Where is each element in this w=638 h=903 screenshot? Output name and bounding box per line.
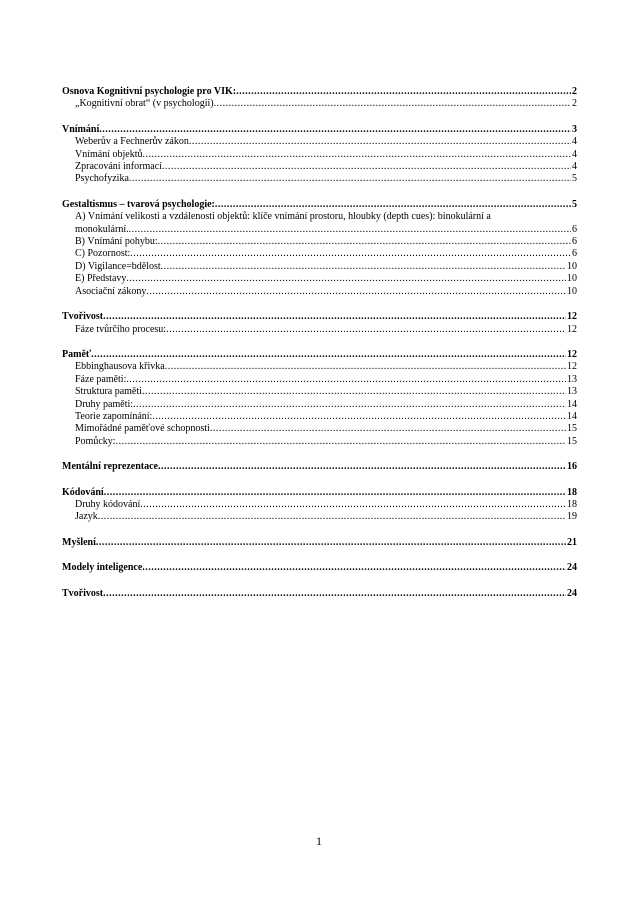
toc-entry-tvorivost[interactable]: [62, 311, 577, 323]
toc-entry-pamet-page: 12: [567, 348, 577, 360]
dot-leader: [140, 499, 566, 511]
dot-leader: [103, 311, 566, 323]
toc-entry-gestaltismus-tvarova-psychologie-page: 5: [572, 198, 577, 210]
toc-subentry-weberuv-a-fechneruv-zakon-title: Weberův a Fechnerův zákon: [75, 136, 189, 148]
toc-entry-modely-inteligence-title: Modely inteligence: [62, 562, 143, 574]
toc-entry-tvorivost-title: Tvořivost: [62, 587, 104, 599]
dot-leader: [158, 236, 571, 248]
toc-subentry-kognitivni-obrat-v-psychologii-title: „Kognitivní obrat“ (v psychologii): [75, 98, 214, 110]
toc-subentry-druhy-kodovani-page: 18: [567, 498, 577, 510]
toc-entry-tvorivost-page: 24: [567, 587, 577, 599]
toc-subentry-d-vigilance-bdelost-title: D) Vigilance=bdělost: [75, 260, 161, 272]
dot-leader: [133, 399, 566, 411]
dot-leader: [210, 423, 566, 435]
dot-leader: [146, 286, 566, 298]
toc-entry-mentalni-reprezentace-title: Mentální reprezentace: [62, 461, 158, 473]
toc-subentry-teorie-zapominani-title: Teorie zapomínání:: [75, 410, 153, 422]
toc-entry-osnova-kognitivni-psychologie-pro-vik[interactable]: [62, 86, 577, 98]
dot-leader: [116, 436, 566, 448]
toc-subentry-asociacni-zakony-page: 10: [567, 285, 577, 297]
page-number: 1: [316, 834, 322, 848]
toc-subentry-faze-pameti-title: Fáze paměti:: [75, 373, 127, 385]
toc-entry-tvorivost-title: Tvořivost: [62, 311, 104, 323]
dot-leader: [236, 86, 571, 98]
toc-subentry-struktura-pameti[interactable]: [62, 386, 577, 398]
dot-leader: [165, 361, 566, 373]
toc-subentry-druhy-pameti-page: 14: [567, 398, 577, 410]
toc-subentry-b-vnimani-pohybu[interactable]: [62, 236, 577, 248]
toc-entry-osnova-kognitivni-psychologie-pro-vik-page: 2: [572, 86, 577, 97]
toc-entry-kodovani-title: Kódování: [62, 486, 104, 498]
dot-leader: [162, 161, 571, 173]
toc-entry-modely-inteligence[interactable]: [62, 562, 577, 574]
toc-entry-vnimani-title: Vnímání: [62, 123, 100, 135]
dot-leader: [215, 199, 571, 211]
toc-entry-mentalni-reprezentace[interactable]: [62, 461, 577, 473]
dot-leader: [129, 173, 571, 185]
toc-subentry-mimoradne-pametove-schopnosti-title: Mimořádné paměťové schopnosti: [75, 423, 210, 435]
toc-subentry-mimoradne-pametove-schopnosti[interactable]: [62, 423, 577, 435]
toc-subentry-jazyk-page: 19: [567, 511, 577, 523]
toc-subentry-ebbinghausova-krivka-title: Ebbinghausova křivka: [75, 361, 165, 373]
dot-leader: [126, 374, 566, 386]
dot-leader: [142, 562, 566, 574]
toc-subentry-faze-tvurciho-procesu-title: Fáze tvůrčího procesu:: [75, 323, 167, 335]
table-of-contents: [62, 86, 577, 613]
toc-entry-mysleni[interactable]: [62, 537, 577, 549]
toc-entry-mysleni-page: 21: [567, 536, 577, 548]
toc-subentry-psychofyzika-page: 5: [572, 173, 577, 185]
toc-subentry-a-vnimani-velikosti-a-vzdalenosti-objekt[interactable]: [62, 211, 577, 236]
toc-subentry-faze-tvurciho-procesu-page: 12: [567, 323, 577, 335]
toc-subentry-e-predstavy-page: 10: [567, 273, 577, 285]
toc-entry-gestaltismus-tvarova-psychologie-title: Gestaltismus – tvarová psychologie:: [62, 198, 215, 210]
toc-subentry-ebbinghausova-krivka[interactable]: [62, 361, 577, 373]
toc-subentry-faze-tvurciho-procesu[interactable]: [62, 324, 577, 336]
toc-subentry-jazyk[interactable]: [62, 511, 577, 523]
toc-entry-tvorivost-page: 12: [567, 311, 577, 323]
toc-subentry-e-predstavy[interactable]: [62, 273, 577, 285]
toc-section: [62, 588, 577, 600]
toc-subentry-psychofyzika-title: Psychofyzika: [75, 173, 129, 185]
toc-subentry-druhy-kodovani-title: Druhy kódování: [75, 498, 141, 510]
dot-leader: [142, 386, 566, 398]
toc-subentry-asociacni-zakony[interactable]: [62, 286, 577, 298]
toc-subentry-ebbinghausova-krivka-page: 12: [567, 361, 577, 373]
toc-subentry-d-vigilance-bdelost[interactable]: [62, 261, 577, 273]
toc-entry-osnova-kognitivni-psychologie-pro-vik-title: Osnova Kognitivní psychologie pro VIK:: [62, 86, 237, 97]
toc-subentry-vnimani-objektu-title: Vnímání objektů: [75, 148, 143, 160]
toc-subentry-kognitivni-obrat-v-psychologii-page: 2: [572, 98, 577, 110]
toc-subentry-a-vnimani-velikosti-a-vzdalenosti-objekt-page: 6: [572, 223, 577, 235]
toc-subentry-teorie-zapominani-page: 14: [567, 410, 577, 422]
dot-leader: [152, 411, 566, 423]
toc-subentry-kognitivni-obrat-v-psychologii[interactable]: [62, 98, 577, 110]
toc-subentry-pomucky-page: 15: [567, 435, 577, 447]
toc-subentry-c-pozornost-title: C) Pozornost:: [75, 248, 131, 260]
dot-leader: [214, 98, 571, 110]
toc-subentry-vnimani-objektu-page: 4: [572, 148, 577, 160]
toc-subentry-zpracovani-informaci-page: 4: [572, 161, 577, 173]
toc-subentry-zpracovani-informaci[interactable]: [62, 161, 577, 173]
toc-entry-kodovani-page: 18: [567, 486, 577, 498]
toc-entry-kodovani[interactable]: [62, 487, 577, 499]
toc-subentry-jazyk-title: Jazyk: [75, 511, 98, 523]
toc-entry-vnimani[interactable]: [62, 124, 577, 136]
toc-section: [62, 562, 577, 574]
toc-subentry-a-vnimani-velikosti-a-vzdalenosti-objekt-title: A) Vnímání velikosti a vzdálenosti objektů: klíče vnímání prostoru, hloubky (depth cues): binokulární a: [75, 211, 491, 223]
toc-section: [62, 349, 577, 448]
toc-subentry-c-pozornost-page: 6: [572, 248, 577, 260]
toc-section: [62, 124, 577, 186]
toc-subentry-zpracovani-informaci-title: Zpracování informací: [75, 161, 162, 173]
dot-leader: [130, 248, 571, 260]
toc-section: [62, 487, 577, 524]
toc-subentry-struktura-pameti-title: Struktura paměti: [75, 386, 142, 398]
toc-section: [62, 311, 577, 336]
toc-subentry-druhy-pameti-title: Druhy paměti:: [75, 398, 134, 410]
toc-entry-tvorivost[interactable]: [62, 588, 577, 600]
dot-leader: [161, 261, 566, 273]
toc-subentry-weberuv-a-fechneruv-zakon-page: 4: [572, 136, 577, 148]
toc-subentry-weberuv-a-fechneruv-zakon[interactable]: [62, 136, 577, 148]
toc-section: [62, 86, 577, 111]
dot-leader: [103, 588, 566, 600]
toc-subentry-asociacni-zakony-title: Asociační zákony: [75, 285, 147, 297]
toc-subentry-pomucky[interactable]: [62, 436, 577, 448]
dot-leader: [189, 136, 571, 148]
toc-entry-mentalni-reprezentace-page: 16: [567, 461, 577, 473]
toc-subentry-pomucky-title: Pomůcky:: [75, 435, 116, 447]
toc-subentry-b-vnimani-pohybu-page: 6: [572, 236, 577, 248]
toc-entry-pamet-title: Paměť: [62, 348, 92, 360]
toc-subentry-d-vigilance-bdelost-page: 10: [567, 260, 577, 272]
toc-subentry-mimoradne-pametove-schopnosti-page: 15: [567, 423, 577, 435]
toc-entry-mysleni-title: Myšlení: [62, 536, 96, 548]
toc-subentry-vnimani-objektu[interactable]: [62, 149, 577, 161]
toc-subentry-psychofyzika[interactable]: [62, 173, 577, 185]
toc-entry-vnimani-page: 3: [572, 123, 577, 135]
dot-leader: [98, 511, 566, 523]
toc-subentry-struktura-pameti-page: 13: [567, 386, 577, 398]
toc-subentry-c-pozornost[interactable]: [62, 248, 577, 260]
dot-leader: [91, 349, 566, 361]
dot-leader: [129, 224, 571, 236]
toc-subentry-e-predstavy-title: E) Představy: [75, 273, 127, 285]
toc-section: [62, 461, 577, 473]
dot-leader: [166, 324, 566, 336]
toc-subentry-druhy-kodovani[interactable]: [62, 499, 577, 511]
toc-subentry-b-vnimani-pohybu-title: B) Vnímání pohybu:: [75, 236, 158, 248]
dot-leader: [104, 487, 566, 499]
toc-subentry-faze-pameti[interactable]: [62, 374, 577, 386]
toc-subentry-faze-pameti-page: 13: [567, 373, 577, 385]
toc-subentry-teorie-zapominani[interactable]: [62, 411, 577, 423]
toc-subentry-druhy-pameti[interactable]: [62, 399, 577, 411]
dot-leader: [143, 149, 572, 161]
toc-section: [62, 537, 577, 549]
toc-entry-pamet[interactable]: [62, 349, 577, 361]
dot-leader: [158, 461, 566, 473]
toc-subentry-a-vnimani-velikosti-a-vzdalenosti-objekt-title-continued: monokulární.: [75, 223, 129, 235]
toc-section: [62, 199, 577, 298]
dot-leader: [99, 124, 571, 136]
dot-leader: [96, 537, 566, 549]
dot-leader: [126, 273, 566, 285]
toc-entry-gestaltismus-tvarova-psychologie[interactable]: [62, 199, 577, 211]
toc-entry-modely-inteligence-page: 24: [567, 562, 577, 574]
